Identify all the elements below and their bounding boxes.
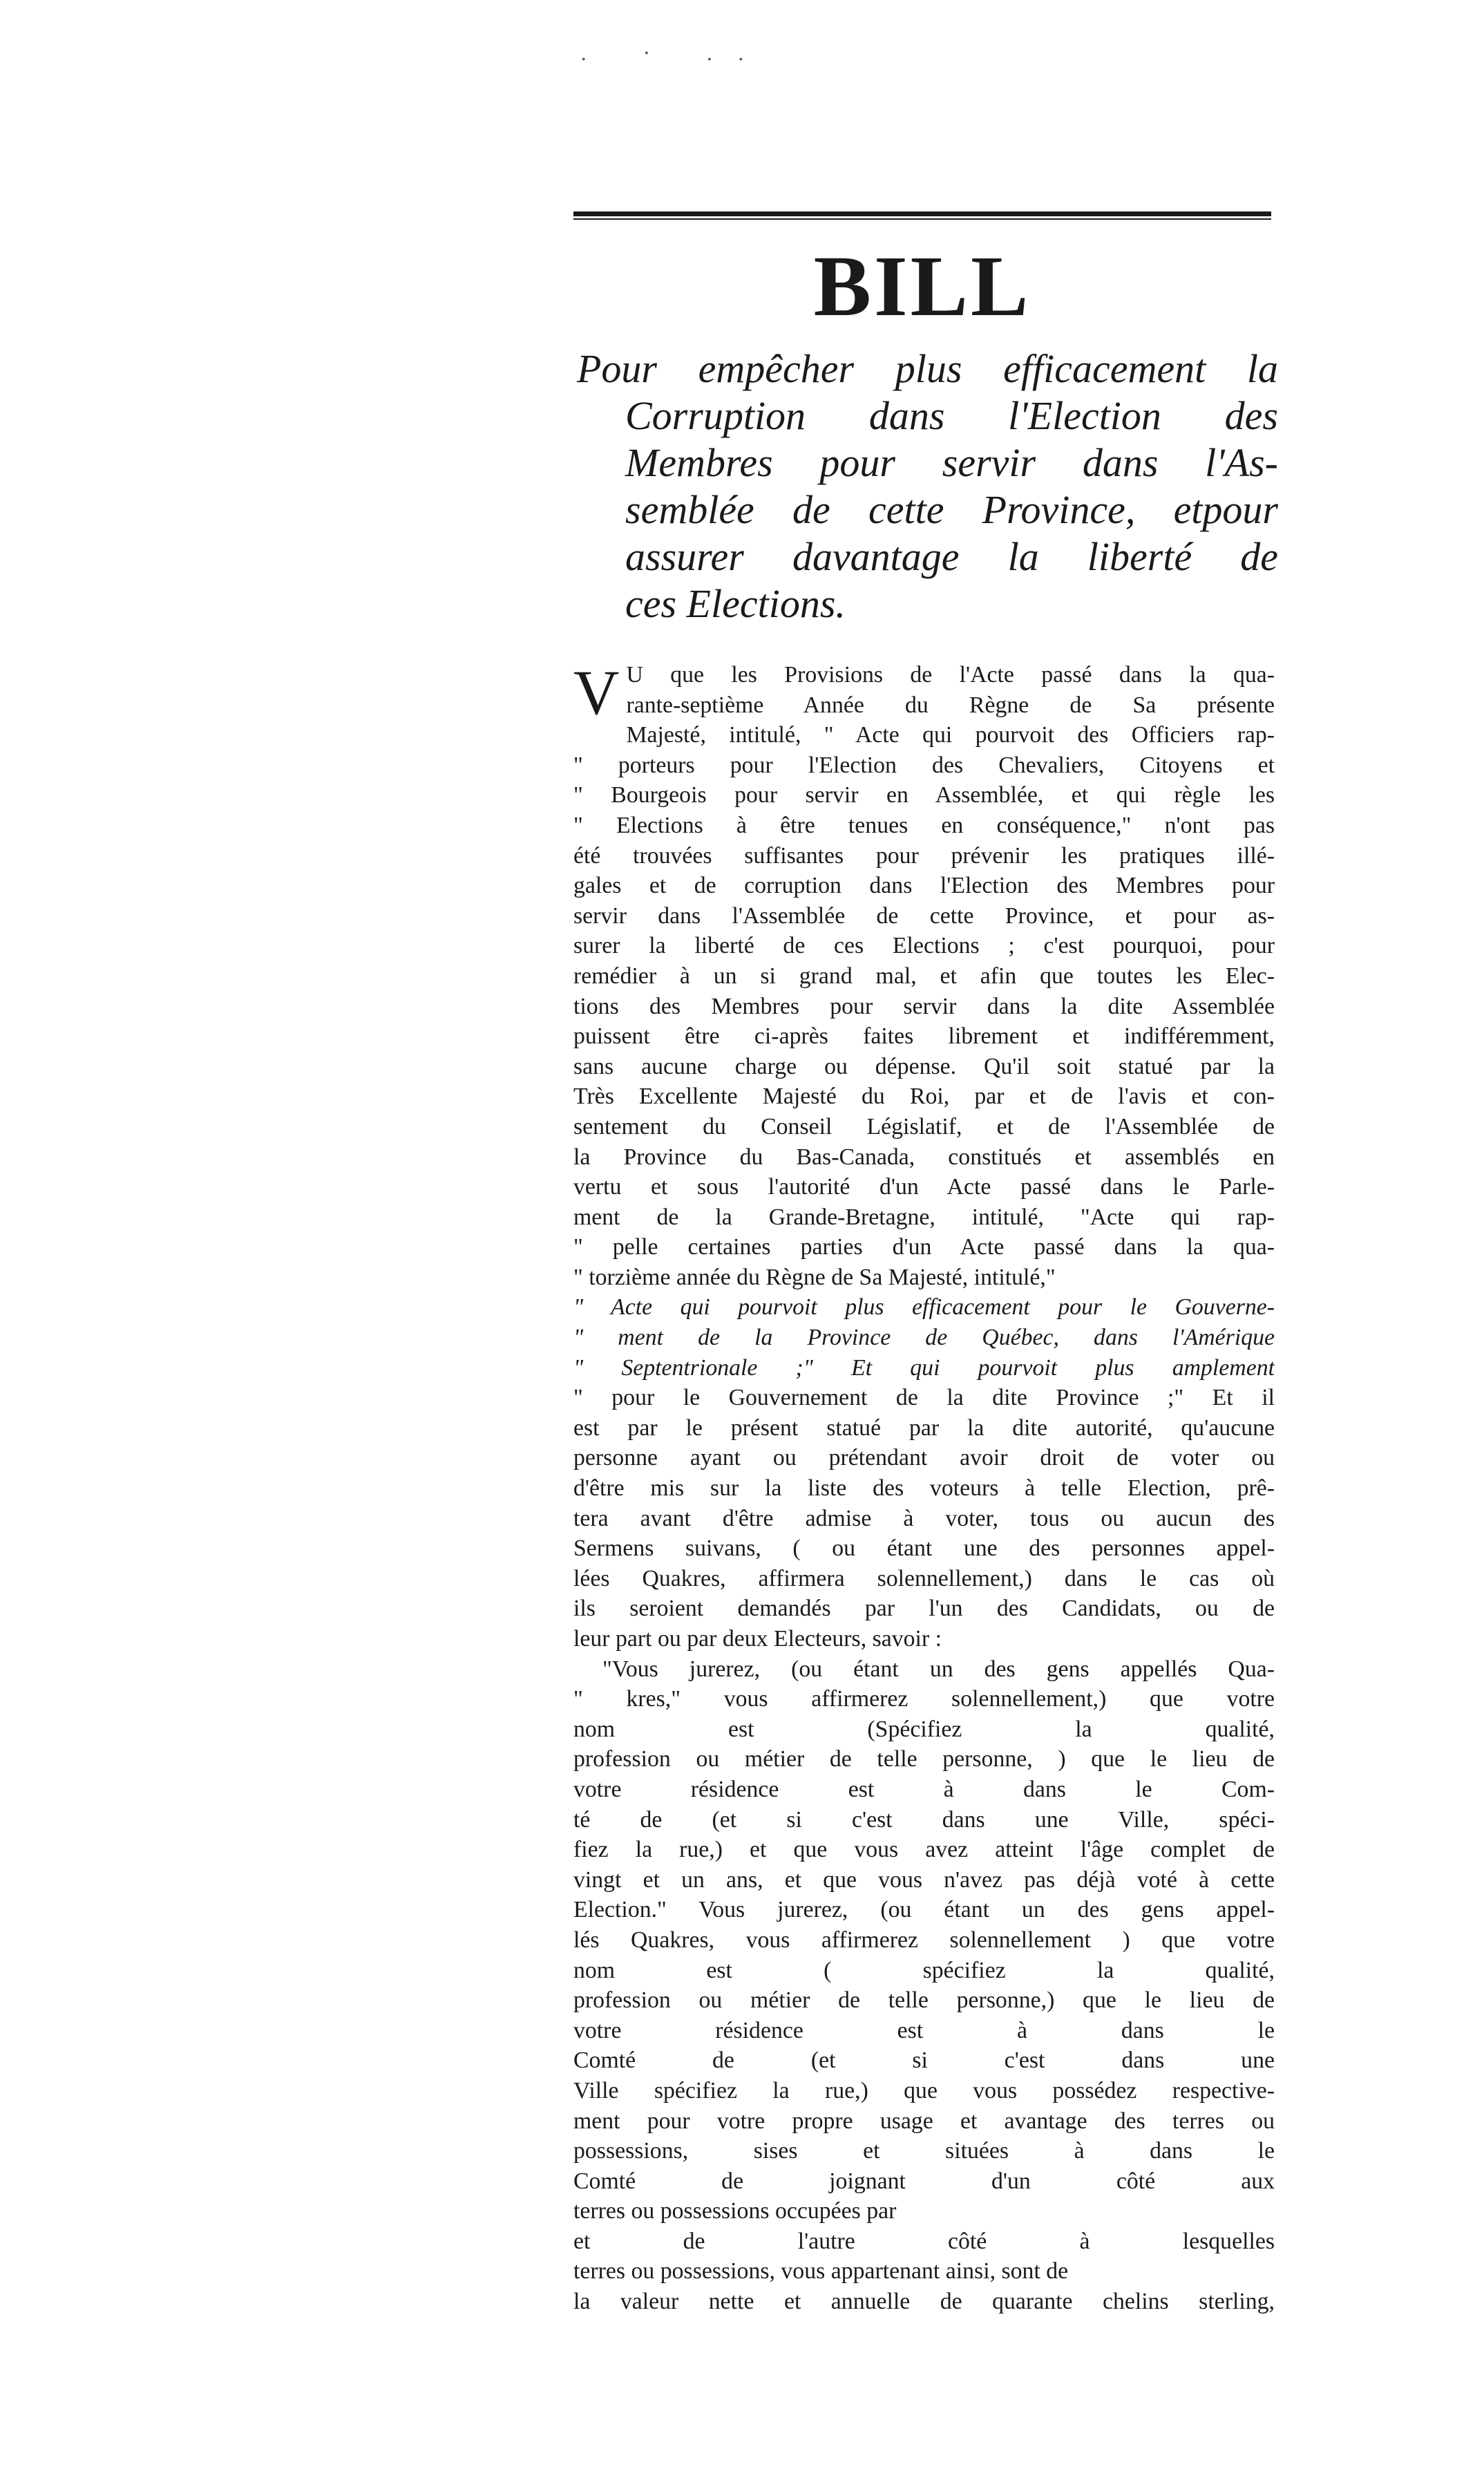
body-line: sentement du Conseil Législatif, et de l'Assemblée de	[573, 1113, 1275, 1140]
body-line: "Vous jurerez, (ou étant un des gens appellés Qua-	[602, 1656, 1275, 1682]
body-line: Comté de (et si c'est dans une	[573, 2048, 1275, 2074]
body-line: " Elections à être tenues en conséquence," n'ont pas	[573, 812, 1275, 838]
body-line: sans aucune charge ou dépense. Qu'il soit statué par la	[573, 1053, 1275, 1079]
subtitle-line: ces Elections.	[625, 581, 846, 626]
body-line: possessions, sises et situées à dans le	[573, 2138, 1275, 2164]
body-line: d'être mis sur la liste des voteurs à telle Election, prê-	[573, 1475, 1275, 1502]
body-line: " Septentrionale ;" Et qui pourvoit plus amplement	[573, 1354, 1275, 1381]
body-line: surer la liberté de ces Elections ; c'est pourquoi, pour	[573, 933, 1275, 959]
body-line: Election." Vous jurerez, (ou étant un des gens appel-	[573, 1897, 1275, 1923]
body-line: et de l'autre côté à lesquelles	[573, 2228, 1275, 2254]
body-line: la valeur nette et annuelle de quarante chelins sterling,	[573, 2289, 1275, 2315]
body-line: ment de la Grande-Bretagne, intitulé, "Acte qui rap-	[573, 1204, 1275, 1230]
subtitle-line: assurer davantage la liberté de	[625, 534, 1278, 579]
body-line: " torzième année du Règne de Sa Majesté, intitulé,"	[573, 1264, 1056, 1290]
body-line: ils seroient demandés par l'un des Candidats, ou de	[573, 1596, 1275, 1622]
title-rule	[573, 211, 1271, 220]
body-line: rante-septième Année du Règne de Sa présente	[626, 692, 1275, 718]
body-line: nom est (Spécifiez la qualité,	[573, 1716, 1275, 1742]
body-line: tera avant d'être admise à voter, tous ou aucun des	[573, 1505, 1275, 1531]
drop-cap: V	[573, 657, 620, 728]
body-line: " Acte qui pourvoit plus efficacement pour le Gouverne-	[573, 1294, 1275, 1321]
body-line: votre résidence est à dans le Com-	[573, 1776, 1275, 1802]
subtitle-line: Corruption dans l'Election des	[625, 393, 1278, 438]
body-line: été trouvées suffisantes pour prévenir les pratiques illé-	[573, 842, 1275, 869]
body-line: votre résidence est à dans le	[573, 2017, 1275, 2043]
body-line: nom est ( spécifiez la qualité,	[573, 1957, 1275, 1983]
body-line: vertu et sous l'autorité d'un Acte passé dans le Parle-	[573, 1174, 1275, 1200]
subtitle-line: Membres pour servir dans l'As-	[625, 440, 1278, 485]
body-line: lées Quakres, affirmera solennellement,) dans le cas où	[573, 1565, 1275, 1591]
body-line: personne ayant ou prétendant avoir droit de voter ou	[573, 1445, 1275, 1471]
body-line: fiez la rue,) et que vous avez atteint l'âge complet de	[573, 1837, 1275, 1863]
body-line: gales et de corruption dans l'Election des Membres pour	[573, 873, 1275, 899]
body-line: " pour le Gouvernement de la dite Province ;" Et il	[573, 1385, 1275, 1411]
body-line: tions des Membres pour servir dans la dite Assemblée	[573, 993, 1275, 1019]
body-line: servir dans l'Assemblée de cette Province, et pour as-	[573, 902, 1275, 929]
body-line: Comté de joignant d'un côté aux	[573, 2168, 1275, 2194]
body-line: profession ou métier de telle personne,) que le lieu de	[573, 1987, 1275, 2014]
body-line: Ville spécifiez la rue,) que vous possédez respective-	[573, 2077, 1275, 2103]
body-line: profession ou métier de telle personne, ) que le lieu de	[573, 1746, 1275, 1772]
body-line: Sermens suivans, ( ou étant une des personnes appel-	[573, 1535, 1275, 1562]
body-line: " pelle certaines parties d'un Acte passé dans la qua-	[573, 1234, 1275, 1260]
body-line: ment pour votre propre usage et avantage des terres ou	[573, 2108, 1275, 2134]
margin-specks: . · ..	[580, 41, 770, 66]
body-line: vingt et un ans, et que vous n'avez pas déjà voté à cette	[573, 1866, 1275, 1893]
body-line: Majesté, intitulé, " Acte qui pourvoit des Officiers rap-	[626, 722, 1275, 748]
body-line: Très Excellente Majesté du Roi, par et de l'avis et con-	[573, 1084, 1275, 1110]
body-line: " kres," vous affirmerez solennellement,) que votre	[573, 1686, 1275, 1712]
subtitle-line: semblée de cette Province, etpour	[625, 487, 1278, 532]
body-line: terres ou possessions, vous appartenant ainsi, sont de	[573, 2258, 1069, 2285]
body-line: leur part ou par deux Electeurs, savoir :	[573, 1626, 942, 1652]
document-subtitle	[577, 346, 1278, 627]
body-line: terres ou possessions occupées par	[573, 2198, 897, 2224]
bill-body	[573, 657, 1275, 2317]
body-line: U que les Provisions de l'Acte passé dans la qua-	[626, 662, 1275, 688]
subtitle-line: Pour empêcher plus efficacement la	[577, 346, 1278, 391]
body-line: lés Quakres, vous affirmerez solennellement ) que votre	[573, 1927, 1275, 1953]
body-line: " Bourgeois pour servir en Assemblée, et qui règle les	[573, 782, 1275, 808]
body-line: té de (et si c'est dans une Ville, spéci-	[573, 1806, 1275, 1833]
body-line: " ment de la Province de Québec, dans l'Amérique	[573, 1325, 1275, 1351]
body-line: la Province du Bas-Canada, constitués et assemblés en	[573, 1144, 1275, 1170]
body-line: remédier à un si grand mal, et afin que toutes les Elec-	[573, 963, 1275, 989]
body-line: est par le présent statué par la dite autorité, qu'aucune	[573, 1415, 1275, 1441]
document-title: BILL	[813, 239, 1031, 334]
body-line: " porteurs pour l'Election des Chevaliers, Citoyens et	[573, 752, 1275, 778]
body-line: puissent être ci-après faites librement et indifféremment,	[573, 1023, 1275, 1050]
